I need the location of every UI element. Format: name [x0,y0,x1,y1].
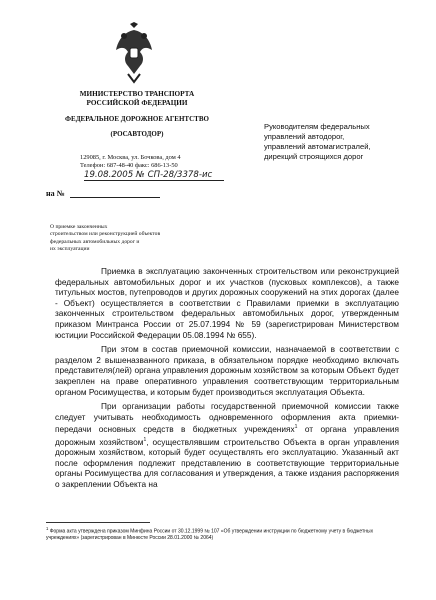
incoming-reference-label [46,189,160,198]
recipient-line-3: управлений автомагистралей, [264,142,371,151]
agency-line-1: ФЕДЕРАЛЬНОЕ ДОРОЖНОЕ АГЕНТСТВО [65,115,209,123]
phone-fax-line: Телефон: 687-48-40 факс: 686-13-50 [80,162,178,169]
ministry-name [52,90,222,108]
recipient-line-1: Руководителям федеральных [264,122,370,131]
body-paragraph-3-part-3: , осуществлявшим строительство Объекта в орган управления дорожным хозяйством, который будет осуществлять его эксплуатацию. Указанный акт после оформления подлежит представлению в соответствующие территориальные органы Росимущества для согласования и утверждения, а также издания распоряжения о закреплении Объекта на [55,436,399,489]
subject-line-2: строительством или реконструкцией объектов [50,231,161,238]
body-paragraph-2: При этом в состав приемочной комиссии, назначаемой в соответствии с разделом 2 вышеназванного приказа, в обязательном порядке необходимо включать представителя(лей) органа управления дорожным хозяйством за которым Объект будет закреплен на праве оперативного управления соответствующим территориальным органом Росимущества, и которым будет производиться эксплуатация Объекта. [55,344,399,397]
footnote-text: Форма акта утверждена приказом Минфина России от 30.12.1999 № 107 «Об утверждении инструкции по бюджетному учету в бюджетных учреждениях» (зарегистрирован в Минюсте России 28.01.2000 № 2064) [46,528,374,542]
subject-line-1: О приемке законченных [50,224,108,230]
footnote [46,526,404,542]
subject-line-4: их эксплуатации [50,246,90,253]
na-no-label: на № [46,189,65,198]
incoming-reference-field [70,197,160,198]
agency-line-2: (РОСАВТОДОР) [110,130,164,138]
footnote-number: 1 [46,526,49,531]
address-line: 129085, г. Москва, ул. Бочкова, дом 4 [80,154,181,161]
footnote-divider [46,522,150,523]
subject-block [50,224,250,254]
agency-name [52,115,222,139]
recipient-block [264,122,414,162]
body-paragraph-1: Приемка в эксплуатацию законченных строительством или реконструкцией федеральных автомобильных дорог и их участков (пусковых комплексов), а также титульных мостов, путепроводов и других дорожных сооружений на этих дорогах (далее - Объект) осуществляется в соответствии с Правилами приемки в эксплуатацию законченных строительством федеральных автомобильных дорог, утвержденным приказом Минтранса России от 25.07.1994 № 59 (зарегистрирован Министерством юстиции Российской Федерации 05.08.1994 № 655). [55,266,399,340]
letter-body [55,266,399,493]
recipient-line-4: дирекций строящихся дорог [264,152,364,161]
recipient-line-2: управлений автодорог, [264,132,345,141]
outgoing-reference-number: 19.08.2005 № СП-28/3378-ис [84,170,224,181]
body-paragraph-3 [55,401,399,489]
body-paragraph-3-part-1: При организации работы государственной приемочной комиссии также следует учитывать необходимость одновременного оформления акта приемки-передачи основных средств в бюджетных учреждениях [55,401,399,435]
address-block [80,154,181,170]
body-paragraph-3-part-2: от органа управления дорожным хозяйством [55,424,399,447]
coat-of-arms-icon [112,22,156,84]
ministry-line-1: МИНИСТЕРСТВО ТРАНСПОРТА [79,90,195,98]
subject-line-3: федеральных автомобильных дорог и [50,238,140,245]
ministry-line-2: РОССИЙСКОЙ ФЕДЕРАЦИИ [86,99,188,107]
footnote-marker: 1 [294,424,298,431]
footnote-marker-2: 1 [143,436,147,443]
